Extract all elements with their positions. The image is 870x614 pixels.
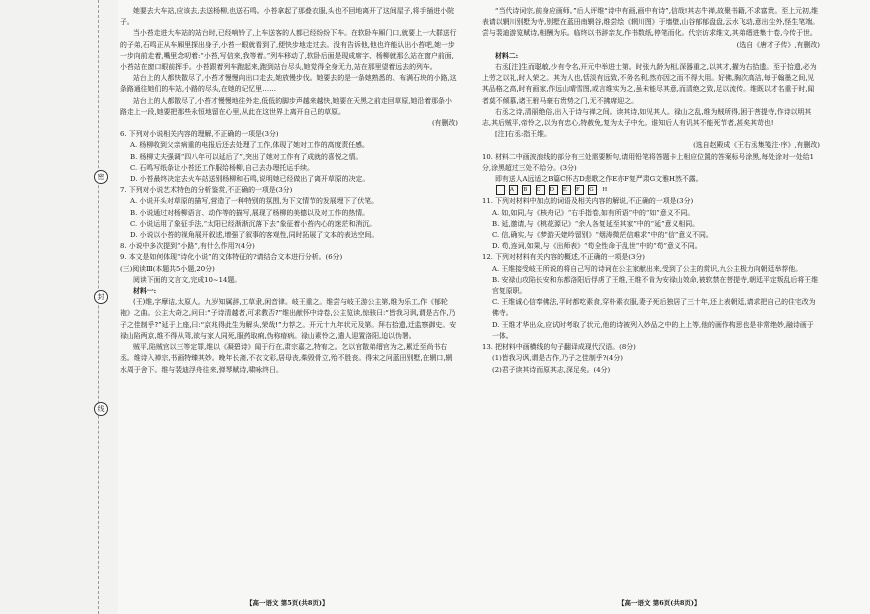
break-box[interactable]: F xyxy=(562,185,571,195)
question-7-option: A. 小说开头对草原的描写,营造了一种特别的氛围,为下文情节的发展埋下了伏笔。 xyxy=(130,197,379,206)
material-1-paragraph: (王)维,字摩诘,太原人。九岁知属辞,工草隶,闲音律。岐王重之。维尝与岐王游公主第,维为乐工,作《郁轮袍》之曲。公主大奇之,问曰:“子诗清越者,可求教否?”维出献怀中诗卷,公主览读,惊骇曰:“皆我习讽,谓是古作,乃子之佳制乎?”延于上座,曰:“京兆得此生为解头,荣哉!”力荐之。开元十九年状元及第。拜右拾遗,迁监察御史。安禄山陷两京,维不得从驾,欲与家人同死,服药取痢,伪称瘖病。禄山素怜之,遣人迎置洛阳,迫以伪署。 xyxy=(120,298,457,340)
binding-hole-1: 密 xyxy=(94,170,108,184)
question-7-option: D. 小说以小苔的视角展开叙述,增强了叙事的客观性,同时拓展了文本的表达空间。 xyxy=(130,231,379,240)
question-6-option: D. 小苔最终决定去火车站送别杨柳和石鸣,说明她已经做出了离开草原的决定。 xyxy=(130,175,370,184)
page-6-footer: 【高一语文 第6页(共8页)】 xyxy=(618,599,701,607)
material-2-paragraph: 右丞[注]生而聪敏,少有令名,开元中举进士第。时张九龄为相,深器重之,以其才,擢为右拾遗。至于拾遗,必为上劳之以礼,时人荣之。其为人也,恬淡有远致,不务名利,然亦因之而不得大用。好佛,胸次高洁,每于翰墨之间,见其品格之高,时有画家,作远山晴雪图,或言维实为之,虽未能尽其意,而清绝之致,足以流传。维既以才名重于时,闻者莫不倾慕,诸王驸马豪右贵势之门,无不拂席迎之。 xyxy=(482,63,817,105)
question-6-option: B. 杨柳丈夫强调“四八年可以延后了”,突出了她对工作有了成就的喜悦之情。 xyxy=(130,152,363,161)
question-9: 9. 本文是如何体现“诗化小说”的文体特征的?请结合文本进行分析。(6分) xyxy=(120,253,343,262)
question-6-option: A. 杨柳收到父亲病重的电报后还去处理了工作,体现了她对工作的高度责任感。 xyxy=(130,141,369,150)
story-source: (有删改) xyxy=(431,119,458,128)
material-1-continuation: “当代诗词宗,前身应画师。”后人评维“诗中有画,画中有诗”,信哉!其志牛禅,故聚书籍,不求富贵。至上元初,维表请以辋川别墅为寺,别墅在蓝田南辋谷,维尝绘《辋川图》于墙壁,山谷郁郁盘盘,云水飞动,意出尘外,怪生笔端。尝与裴迪游览赋诗,相酬为乐。临终以书辞亲友,作书数纸,停笔而化。代宗访求维文,其弟缙进集十卷,今传于世。 xyxy=(482,7,819,38)
story-paragraph: 站台上的人都快散尽了,小苔才慢慢向出口走去,她放慢步伐。她要去的是一条她熟悉的、布满石块的小路,这条路通往她们的车站,小路的尽头,在她的记忆里…… xyxy=(120,74,457,94)
binding-hole-3: 线 xyxy=(94,402,108,416)
question-8: 8. 小说中多次提到“小路”,有什么作用?(4分) xyxy=(120,242,255,251)
break-box[interactable]: E xyxy=(549,185,558,195)
question-11-option: A. 如,如同,与《核舟记》“右手指卷,如有所语”中的“如”意义不同。 xyxy=(492,208,695,217)
question-13-item: (2)君子读其诗而原其志,深足矣。(4分) xyxy=(492,365,611,374)
question-12-option: A. 王维接受岐王所说的将自己写的诗词在公主家献出来,受到了公主的赏识,九公主极力向朝廷举荐他。 xyxy=(492,264,803,273)
material-2-title: 材料二: xyxy=(495,51,519,60)
question-7-option: C. 小说运用了象征手法,“太阳已经渐渐沉落下去”象征着小苔内心的迷茫和消沉。 xyxy=(130,219,377,228)
question-6-option: C. 石鸣写纸条让小苔还工作服给杨柳,自己去办理托运手续。 xyxy=(130,163,314,172)
page-6-column xyxy=(482,6,820,596)
break-box[interactable]: G xyxy=(575,185,584,195)
question-10-answer-boxes xyxy=(482,185,820,196)
break-box[interactable]: D xyxy=(536,185,545,195)
binding-margin xyxy=(0,0,118,614)
story-paragraph: 当小苔走进大车站的站台时,已经响铃了,上车送客的人都已经纷纷下车。在软卧车厢门口,就要上一大群送行的子弟,石鸣正从车厢里探出身子,小苔一眼就看到了,便快步地走过去。没有告诉他,他也许能认出小苔吧,她一步一步向前走着,嘴里念叨着:“小苔,写信来,我等着。”列车移动了,软卧后面是现成席字、杨柳就那么站在窗户前面,小苔站在窗口眼前挥手。小苔跟着列车跑起来,跑到站台尽头,她觉得全身无力,站在那里望着远去的列车。 xyxy=(120,29,457,72)
binding-line xyxy=(98,0,100,614)
question-12-option: D. 王维才华出众,应试时考取了状元,他的诗被列入妙品之中的上上等,他的画作构思也是非常绝妙,融诗画于一体。 xyxy=(492,320,814,340)
section-intro: 阅读下面的文言文,完成10~14题。 xyxy=(133,275,242,284)
question-12-option: B. 安禄山攻陷长安和东都洛阳后俘虏了王维,王维不肯为安禄山效命,被软禁在菩提寺,朝廷平定叛乱后将王维官复原职。 xyxy=(492,275,819,296)
break-box[interactable]: A xyxy=(496,185,505,195)
break-box[interactable]: B xyxy=(509,185,518,195)
material-1-source: (选自《唐才子传》,有删改) xyxy=(736,40,820,49)
binding-hole-2: 封 xyxy=(94,290,108,304)
question-11-option: C. 信,确实,与《梦游天姥吟留别》“烟涛微茫信难求”中的“信”意义不同。 xyxy=(492,231,713,240)
question-10-sentence: 即有送人A远适之B篇C怀古D悲歌之作E亦F复严肃G文雅H然不露。 xyxy=(495,175,703,184)
section-title: (三)阅读Ⅲ(本题共5小题,20分) xyxy=(120,264,215,273)
break-box[interactable]: C xyxy=(522,185,531,195)
question-11-stem: 11. 下列对材料中加点的词语及相关内容的解说,不正确的一项是(3分) xyxy=(482,197,694,206)
question-11-option: D. 苟,连词,如果,与《出师表》“苟全性命于乱世”中的“苟”意义不同。 xyxy=(492,242,702,251)
page-5-column xyxy=(120,6,458,596)
question-6-stem: 6. 下列对小说相关内容的理解,不正确的一项是(3分) xyxy=(120,130,279,139)
question-13-item: (1)皆我习讽,谓是古作,乃子之佳制乎?(4分) xyxy=(492,354,623,363)
material-2-paragraph: 右丞之诗,清丽绝俗,出入于诗与禅之间。读其诗,如见其人。禄山之乱,维为贼所得,困于菩提寺,作诗以明其志,其后贼平,帝怜之,以为有忠心,特赦免,复为太子中允。谁知后人有讥其不能死节者,甚矣其苛也! xyxy=(482,107,812,128)
break-box[interactable]: H xyxy=(588,185,597,195)
story-paragraph: 她要去大车站,应该去,去送杨柳,也送石鸣。小苔拿起了那叠衣服,头也不回地离开了这间屋子,将手插进小院子。 xyxy=(120,7,455,27)
question-7-option: B. 小说通过对杨柳语言、动作等的描写,展现了杨柳的美德以及对工作的热情。 xyxy=(130,208,370,217)
question-7-stem: 7. 下列对小说艺术特色的分析鉴赏,不正确的一项是(3分) xyxy=(120,186,293,195)
material-1-paragraph: 贼平,陷贼官以三等定罪,维以《凝碧诗》闻于行在,肃宗嘉之,特宥之。乞以官散弟缙官为之,累迁至尚书右丞。维诗入禅宗,书画特臻其妙。晚年长斋,不衣文彩,居母丧,柴毁骨立,殆不胜丧。得宋之问蓝田别墅,在辋口,辋水周于舍下。维与裴迪浮舟往来,弹琴赋诗,啸咏终日。 xyxy=(120,343,453,374)
question-10-stem: 10. 材料二中画波浪线的部分有三处需要断句,请用铅笔将答题卡上相应位置的答案标号涂黑,每处涂对一处给1分,涂黑超过三处不给分。(3分) xyxy=(482,152,814,172)
question-13-stem: 13. 把材料中画横线的句子翻译成现代汉语。(8分) xyxy=(482,343,636,352)
question-11-option: B. 延,邀请,与《桃花源记》“余人各复延至其家”中的“延”意义相同。 xyxy=(492,219,700,228)
material-1-title: 材料一: xyxy=(133,287,157,296)
material-2-note: [注]右丞:指王维。 xyxy=(495,130,551,139)
question-12-option: C. 王维诚心信奉佛法,平时都吃素食,穿朴素衣服,妻子死后独居了三十年,还上表朝廷,请求把自己的住宅改为佛寺。 xyxy=(492,298,816,318)
material-2-source: (选自赵殿成《王右丞集笺注·序》,有删改) xyxy=(693,141,820,150)
story-paragraph: 站台上的人都散尽了,小苔才慢慢地往外走,低低的脚步声越来越快,她要在天黑之前走回草原,她沿着那条小路走上一段,她要把那些永恒地留在心里,从此在这世界上离开自己的草原。 xyxy=(120,96,452,116)
question-12-stem: 12. 下列对材料有关内容的概述,不正确的一项是(3分) xyxy=(482,253,645,262)
page-5-footer: 【高一语文 第5页(共8页)】 xyxy=(246,599,329,607)
